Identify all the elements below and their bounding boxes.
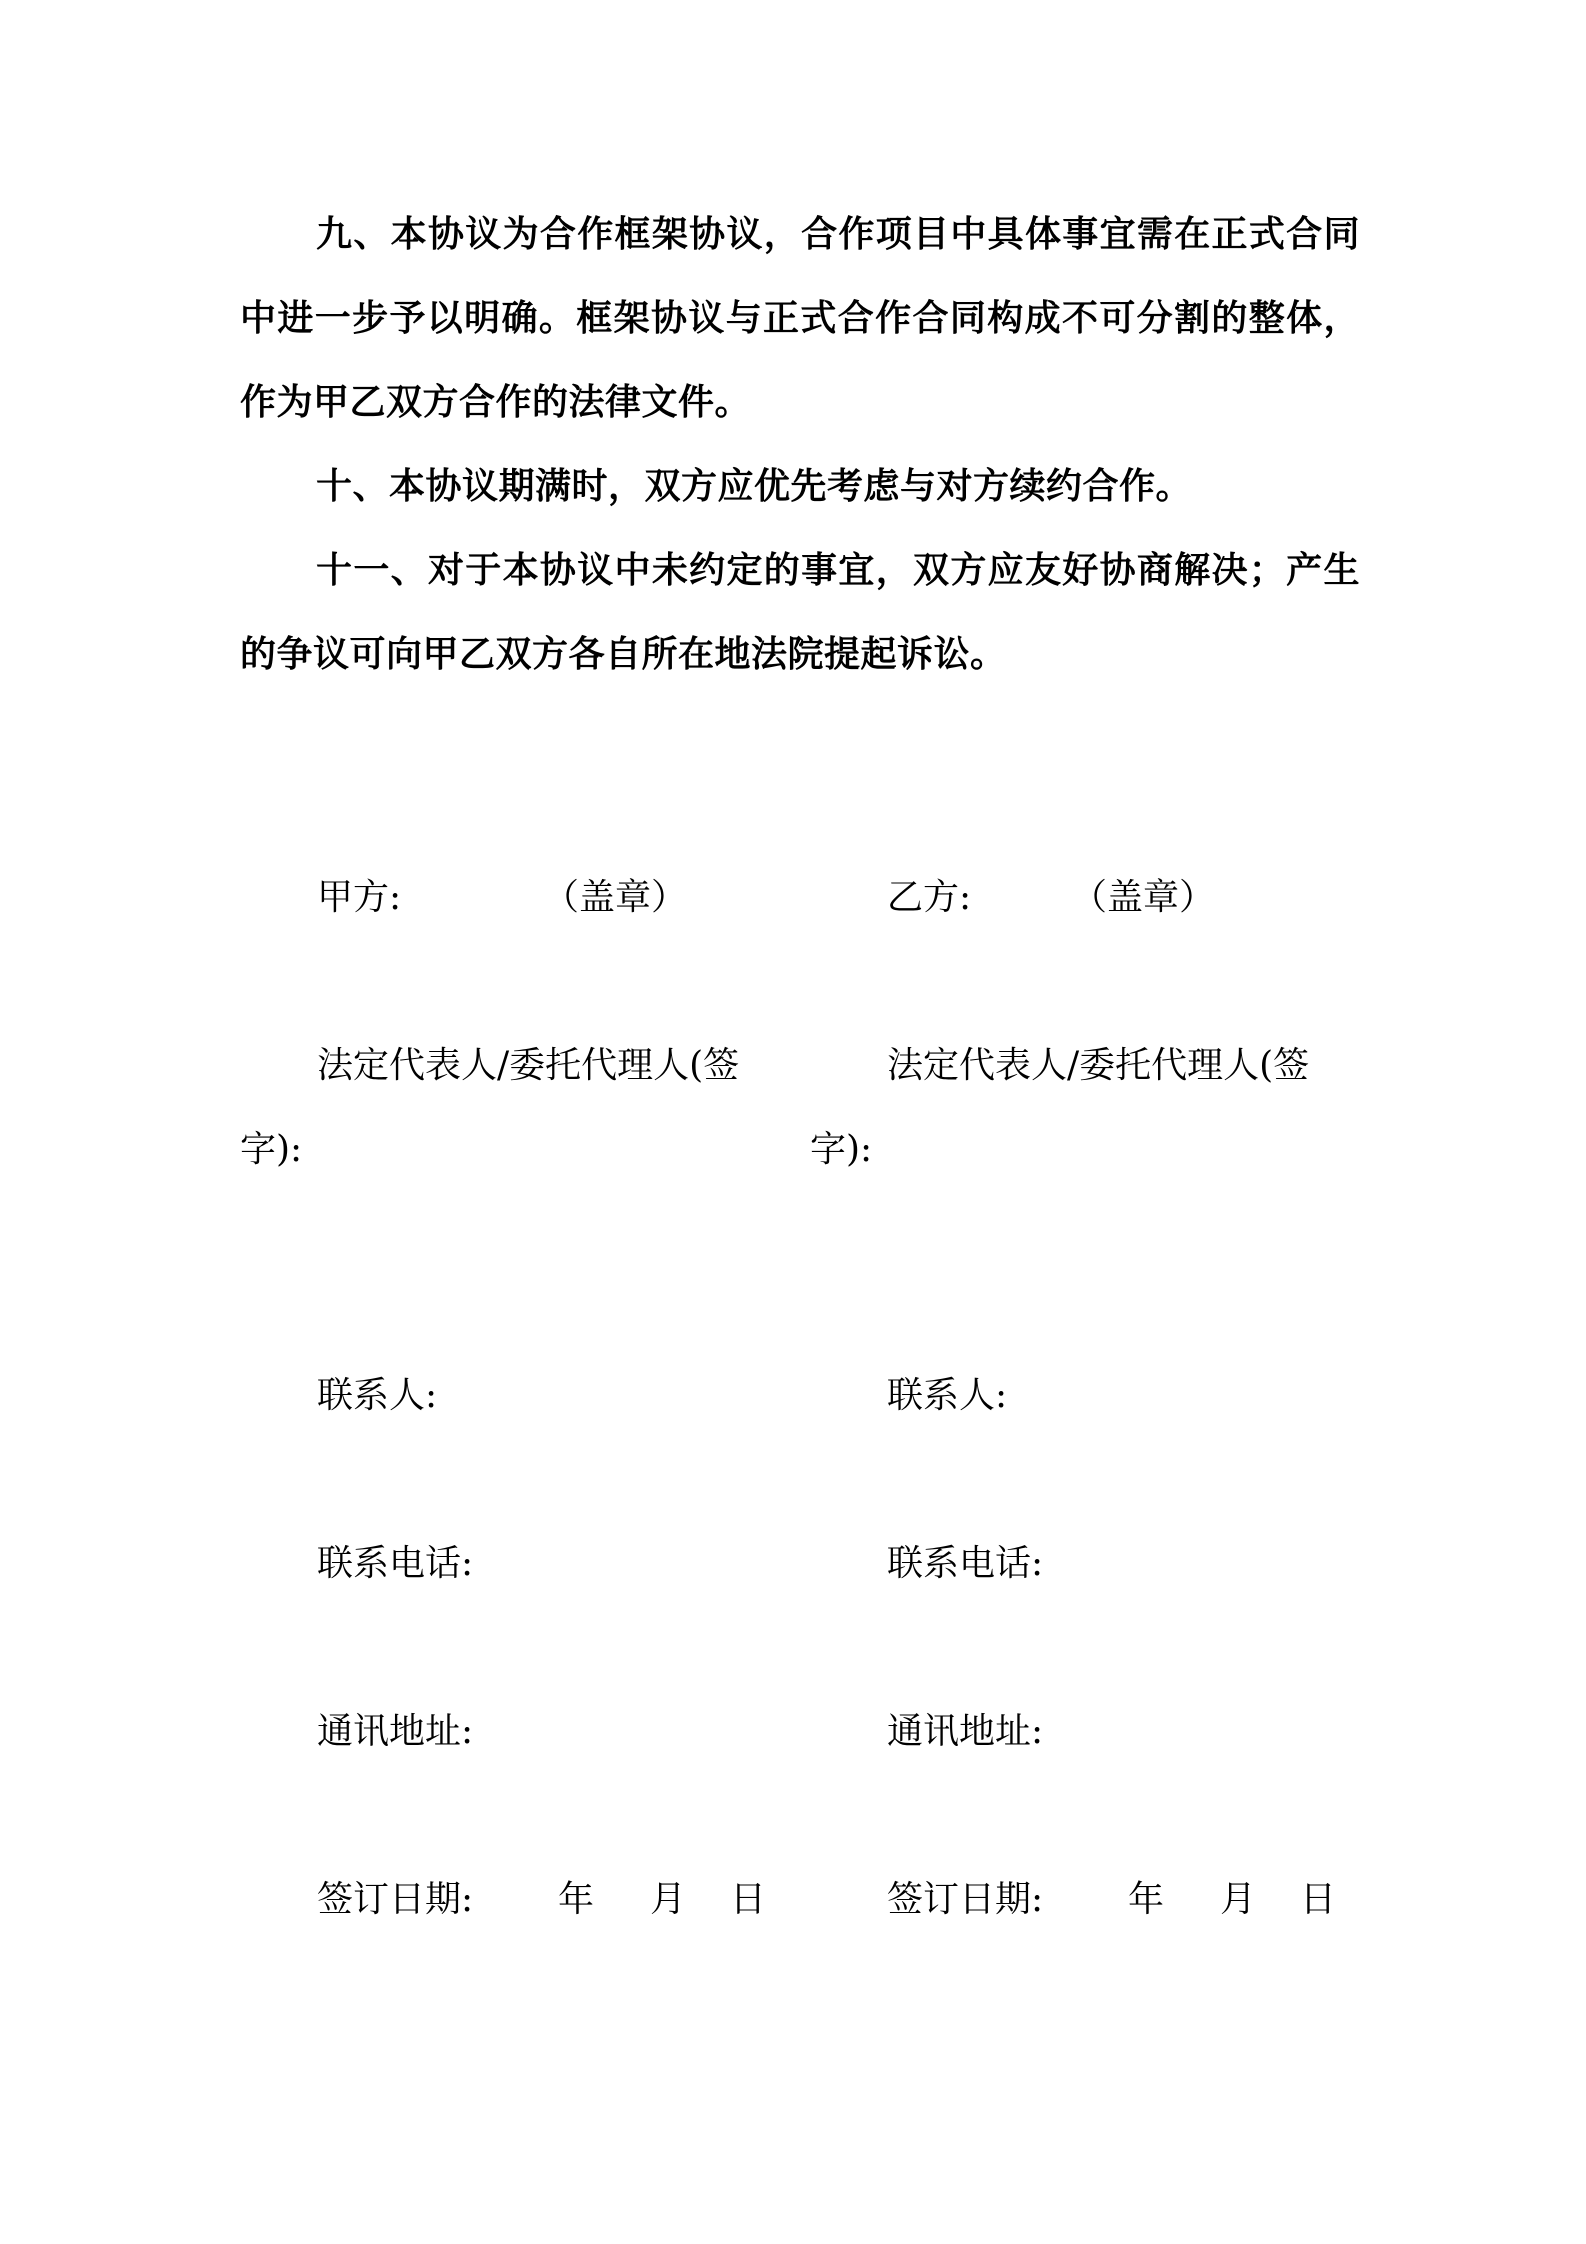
party-b-representative-label: 法定代表人/委托代理人(签 <box>887 1045 1310 1086</box>
clause-9: 九、本协议为合作框架协议，合作项目中具体事宜需在正式合同中进一步予以明确。框架协议与正式合作合同构成不可分割的整体，作为甲乙双方合作的法律文件。 <box>240 214 1360 423</box>
clause-11: 十一、对于本协议中未约定的事宜，双方应友好协商解决；产生的争议可向甲乙双方各自所在地法院提起诉讼。 <box>240 550 1360 675</box>
party-a-phone-label: 联系电话: <box>317 1543 474 1584</box>
party-a-year-label: 年 <box>558 1879 595 1920</box>
party-b-contact-label: 联系人: <box>887 1375 1008 1416</box>
party-a-representative-label: 法定代表人/委托代理人(签 <box>317 1045 740 1086</box>
party-b-phone-label: 联系电话: <box>887 1543 1044 1584</box>
party-a-label: 甲方: <box>317 877 402 918</box>
agreement-clauses <box>240 193 1360 697</box>
party-b-representative-label-cont: 字): <box>810 1129 873 1170</box>
party-b-year-label: 年 <box>1128 1879 1165 1920</box>
party-b-month-label: 月 <box>1220 1879 1257 1920</box>
party-b-day-label: 日 <box>1300 1879 1337 1920</box>
party-a-contact-label: 联系人: <box>317 1375 438 1416</box>
clause-10: 十、本协议期满时，双方应优先考虑与对方续约合作。 <box>316 466 1193 507</box>
party-a-date-label: 签订日期: <box>317 1879 474 1920</box>
party-b-address-label: 通讯地址: <box>887 1711 1044 1752</box>
party-b-date-label: 签订日期: <box>887 1879 1044 1920</box>
party-a-day-label: 日 <box>730 1879 767 1920</box>
party-a-seal-label: （盖章） <box>543 877 688 918</box>
party-b-seal-label: （盖章） <box>1071 877 1216 918</box>
party-a-representative-label-cont: 字): <box>240 1129 303 1170</box>
party-a-month-label: 月 <box>650 1879 687 1920</box>
party-a-address-label: 通讯地址: <box>317 1711 474 1752</box>
party-b-label: 乙方: <box>887 877 972 918</box>
